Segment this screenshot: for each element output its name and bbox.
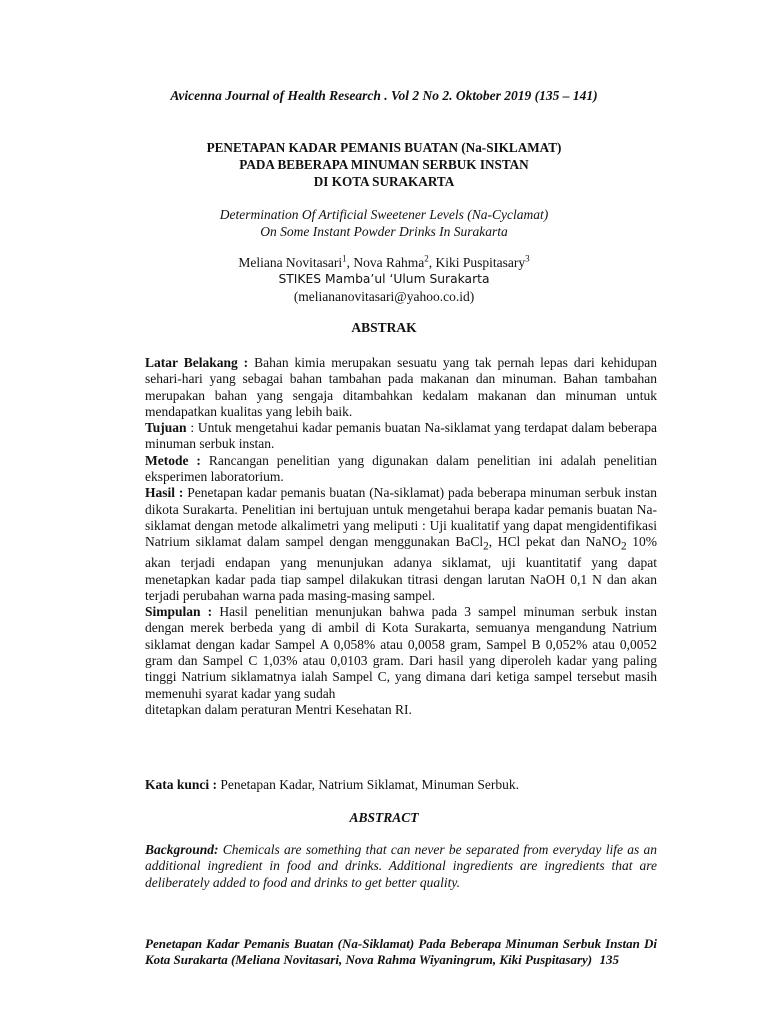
author-2-sup: 2 xyxy=(424,253,429,264)
author-2: , Nova Rahma xyxy=(346,255,425,270)
background-text: Chemicals are something that can never be separated from everyday life as an additional ingredient in food and drinks. Additional ingredients are ingredients that are deliberately added to food and drinks to get better quality. xyxy=(145,842,657,890)
metode-label: Metode : xyxy=(145,452,201,468)
simpulan-text: Hasil penelitian menunjukan bahwa pada 3 sampel minuman serbuk instan dengan merek berbeda yang di ambil di Kota Surakarta, semuanya mengandung Natrium siklamat dengan kadar Sampel A 0,058% atau 0,0058 gram, Sampel B 0,052% atau 0,0052 gram dan Sampel C 1,03% atau 0,0103 gram. Dari hasil yang diperoleh kadar yang paling tinggi Natrium siklamatnya ialah Sampel C, yang dimana dari ketiga sampel tersebut masih memenuhi syarat kadar yang sudah xyxy=(145,604,657,701)
abstract-body xyxy=(145,842,657,891)
abstract-heading: ABSTRACT xyxy=(349,810,419,825)
title-line-1: PENETAPAN KADAR PEMANIS BUATAN (Na-SIKLAMAT) xyxy=(206,140,562,155)
keywords-label: Kata kunci : xyxy=(145,777,218,792)
page-footer xyxy=(145,936,657,968)
english-title-line-1: Determination Of Artificial Sweetener Levels (Na-Cyclamat) xyxy=(219,207,549,222)
hasil-text-3: 10% akan terjadi endapan yang menunjukan adanya siklamat, uji kuantitatif yang dapat menetapkan kadar pada tiap sampel dilakukan titrasi dengan larutan NaOH 0,1 N dan akan terjadi perubahan warna pada masing-masing sampel. xyxy=(145,534,657,603)
tujuan-label: Tujuan xyxy=(145,420,187,436)
latar-text: Bahan kimia merupakan sesuatu yang tak pernah lepas dari kehidupan sehari-hari yang sebagai bahan tambahan pada makanan dan minuman. Bahan tambahan merupakan bahan yang sengaja ditambahkan kedalam makanan dan minuman untuk mendapatkan kualitas yang lebih baik. xyxy=(145,355,657,419)
latar-label: Latar Belakang : xyxy=(145,355,249,370)
keywords-text: Penetapan Kadar, Natrium Siklamat, Minuman Serbuk. xyxy=(217,777,520,792)
english-title-line-2: On Some Instant Powder Drinks In Surakarta xyxy=(260,224,508,239)
hasil-text-1: Penetapan kadar pemanis buatan (Na-siklamat) pada beberapa minuman serbuk instan dikota Surakarta. Penelitian ini bertujuan untuk mengetahui berapa kadar pemanis buatan Na-siklamat dengan metode alkalimetri yang meliputi : Uji kualitatif yang dapat mengidentifikasi Natrium siklamat dalam sampel dengan menggunakan BaCl xyxy=(145,485,657,550)
author-block xyxy=(0,254,768,305)
paper-title xyxy=(0,139,768,190)
abstrak-body xyxy=(145,355,657,718)
author-3-sup: 3 xyxy=(525,253,530,264)
title-line-3: DI KOTA SURAKARTA xyxy=(313,174,455,189)
tujuan-paragraph xyxy=(145,420,657,453)
author-1-sup: 1 xyxy=(342,253,347,264)
hasil-sub-2: 2 xyxy=(621,540,627,553)
simpulan-label: Simpulan : xyxy=(145,604,213,620)
hasil-sub-1: 2 xyxy=(483,540,489,553)
page-number: 135 xyxy=(599,952,619,967)
author-3: , Kiki Puspitasary xyxy=(428,255,526,270)
simpulan-paragraph-2: ditetapkan dalam peraturan Mentri Kesehatan RI. xyxy=(145,701,412,717)
journal-header: Avicenna Journal of Health Research . Vol 2 No 2. Oktober 2019 (135 – 141) xyxy=(170,88,598,103)
hasil-text-2: , HCl pekat dan NaNO xyxy=(488,534,622,550)
author-email: (meliananovitasari@yahoo.co.id) xyxy=(293,289,475,304)
author-list xyxy=(0,254,768,271)
affiliation: STIKES Mamba’ul ‘Ulum Surakarta xyxy=(278,272,490,286)
footer-citation: Penetapan Kadar Pemanis Buatan (Na-Siklamat) Pada Beberapa Minuman Serbuk Instan Di Kota Surakarta (Meliana Novitasari, Nova Rahma Wiyaningrum, Kiki Puspitasary) xyxy=(145,936,657,967)
background-label: Background: xyxy=(145,842,219,857)
title-line-2: PADA BEBERAPA MINUMAN SERBUK INSTAN xyxy=(239,157,529,172)
metode-paragraph xyxy=(145,453,657,486)
abstrak-heading: ABSTRAK xyxy=(351,320,417,335)
hasil-paragraph xyxy=(145,485,657,604)
hasil-label: Hasil : xyxy=(145,485,184,501)
english-title xyxy=(0,206,768,240)
tujuan-text: : Untuk mengetahui kadar pemanis buatan Na-siklamat yang terdapat dalam beberapa minuman serbuk instan. xyxy=(145,420,657,452)
author-1: Meliana Novitasari xyxy=(238,255,343,270)
simpulan-paragraph xyxy=(145,604,657,702)
metode-text: Rancangan penelitian yang digunakan dalam penelitian ini adalah penelitian eksperimen laboratorium. xyxy=(145,452,657,485)
latar-paragraph xyxy=(145,355,657,420)
keywords xyxy=(145,777,657,793)
